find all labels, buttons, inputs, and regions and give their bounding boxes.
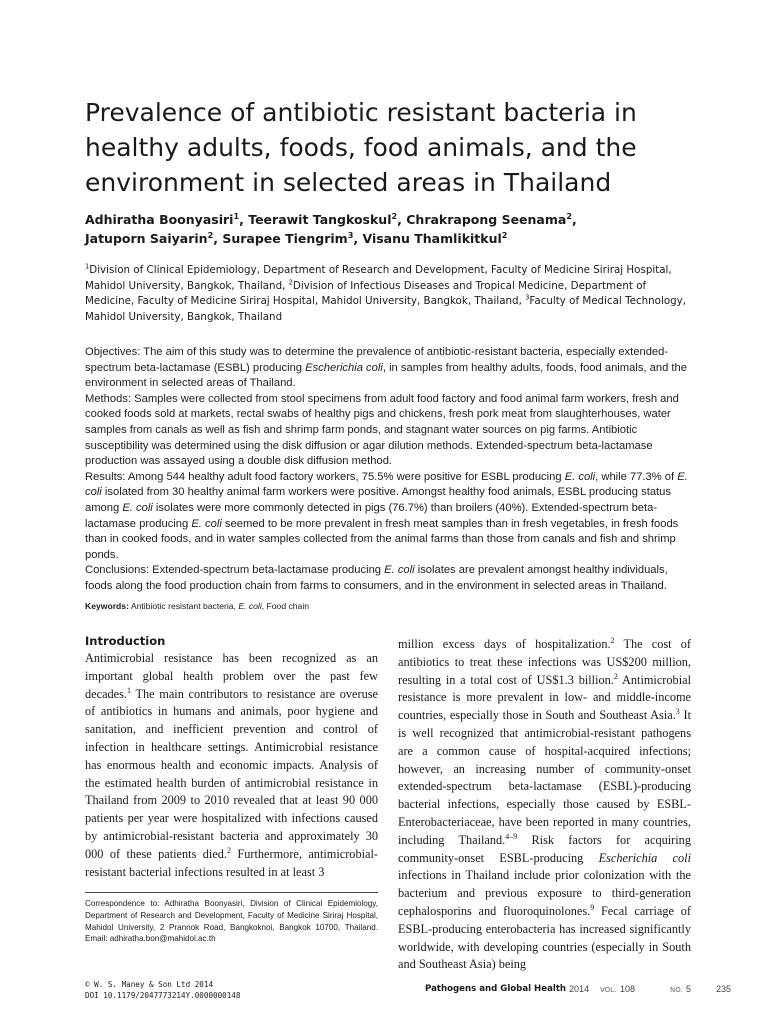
section-heading-introduction: Introduction <box>85 634 166 648</box>
author: Chrakrapong Seenama$^2$ <box>406 210 572 227</box>
volume-number: 108 <box>620 984 636 994</box>
copyright-line: © W. S. Maney & Son Ltd 2014 <box>85 980 214 989</box>
journal-name: Pathogens and Global Health <box>425 984 567 994</box>
page-number: 235 <box>716 984 732 994</box>
abstract-methods: Methods: Samples were collected from stool specimens from adult food factory and food animal farm workers, fresh and cooked foods sold at markets, rectal swabs of healthy pigs and chickens, fresh pork meat from slaughterhouses, water samples from canals as well as fish and shrimp farm ponds, and stagnant water sources on pig farms. Antibiotic susceptibility was determined using the disk diffusion or agar dilution methods. Extended-spectrum beta-lactamase production was assayed using a double disk diffusion method. <box>85 392 679 468</box>
correspondence-footnote: Correspondence to: Adhiratha Boonyasiri, Division of Clinical Epidemiology, Department of Research and Development, Faculty of Medicine Siriraj Hospital, Mahidol University, 2 Prannok Road, Bangkoknoi, Bangkok 10700, Thailand. Email: adhiratha.bon@mahidol.ac.th <box>85 899 378 944</box>
intro-paragraph-continued: million excess days of hospitalization.$^2$ The cost of antibiotics to treat these infections was US$200 million, resulting in a total cost of US$1.3 billion.$^2$ Antimicrobial resistance is more prevalent in low- and middle-income countries, especially those in South and Southeast Asia.$^3$ It is well recognized that antimicrobial-resistant pathogens are a common cause of hospital-acquired infections; however, an increasing number of community-onset extended-spectrum beta-lactamase (ESBL)-producing bacterial infections, especially those caused by ESBL-Enterobacteriaceae, have been reported in many countries, including Thailand.$^{4-9}$ Risk factors for acquiring community-onset ESBL-producing Escherichia coli infections in Thailand include prior colonization with the bacterium and previous exposure to third-generation cephalosporins and fluoroquinolones.$^9$ Fecal carriage of ESBL-producing enterobacteria has increased significantly worldwide, with developing countries (especially in South and Southeast Asia) being <box>398 635 691 972</box>
author: Visanu Thamlikitkul$^2$ <box>362 229 508 246</box>
footnote-divider <box>85 892 378 893</box>
author: Teerawit Tangkoskul$^2$ <box>248 210 398 227</box>
journal-year: 2014 <box>569 984 590 994</box>
author: Jatuporn Saiyarin$^2$ <box>85 229 214 246</box>
abstract <box>85 345 695 595</box>
body-column-left <box>85 633 378 881</box>
copyright-block <box>85 980 385 1001</box>
abstract-conclusions: Conclusions: Extended-spectrum beta-lactamase producing E. coli isolates are prevalent amongst healthy individuals, foods along the food production chain from farms to consumers, and in the environment in selected areas in Thailand. <box>85 564 668 592</box>
affiliations: $^1$Division of Clinical Epidemiology, Department of Research and Development, Faculty of Medicine Siriraj Hospital, Mahidol University, Bangkok, Thailand, $^2$Division of Infectious Diseases and Tropical Medicine, Department of Medicine, Faculty of Medicine Siriraj Hospital, Mahidol University, Bangkok, Thailand, $^3$Faculty of Medical Technology, Mahidol University, Bangkok, Thailand <box>85 262 687 323</box>
author: Surapee Tiengrim$^3$ <box>222 229 354 246</box>
intro-paragraph: Antimicrobial resistance has been recognized as an important global health problem over the past few decades.$^1$ The main contributors to resistance are overuse of antibiotics in humans and animals, poor hygiene and sanitation, and inefficient prevention and control of infection in healthcare settings. Antimicrobial resistance has enormous health and economic impacts. Analysis of the estimated health burden of antimicrobial resistance in Thailand from 2009 to 2010 revealed that at least 90 000 patients per year were hospitalized with infections caused by antimicrobial-resistant bacteria and approximately 30 000 of these patients died.$^2$ Furthermore, antimicrobial-resistant bacterial infections resulted in at least 3 <box>85 651 378 879</box>
author-list: Adhiratha Boonyasiri$^1$, Teerawit Tangkoskul$^2$, Chrakrapong Seenama$^2$, Jatuporn Saiyarin$^2$, Surapee Tiengrim$^3$, Visanu Thamlikitkul$^2$ <box>85 210 577 246</box>
issue-number: 5 <box>686 984 692 994</box>
article-title: Prevalence of antibiotic resistant bacteria in healthy adults, foods, food animals, and the environment in selected areas in Thailand <box>85 98 637 197</box>
body-column-right <box>398 636 691 974</box>
abstract-results: Results: Among 544 healthy adult food factory workers, 75.5% were positive for ESBL producing E. coli, while 77.3% of E. coli isolated from 30 healthy animal farm workers were positive. Amongst healthy food animals, ESBL producing status among E. coli isolates were more commonly detected in pigs (76.7%) than broilers (40%). Extended-spectrum beta-lactamase producing E. coli seemed to be more prevalent in fresh meat samples than in fresh vegetables, in fresh foods than in cooked foods, and in water samples collected from the animal farms than those from canals and fish and shrimp ponds. <box>85 470 688 561</box>
doi-line: DOI 10.1179/2047773214Y.0000000148 <box>85 990 241 1000</box>
keywords: Keywords: Antibiotic resistant bacteria, E. coli, Food chain <box>85 601 310 611</box>
volume-label: VOL. <box>600 986 617 994</box>
abstract-objectives: Objectives: The aim of this study was to determine the prevalence of antibiotic-resistant bacteria, especially extended-spectrum beta-lactamase (ESBL) producing Escherichia coli, in samples from healthy adults, foods, food animals, and the environment in selected areas of Thailand. <box>85 346 687 390</box>
author: Adhiratha Boonyasiri$^1$ <box>85 210 240 227</box>
issue-label: NO. <box>670 986 683 994</box>
